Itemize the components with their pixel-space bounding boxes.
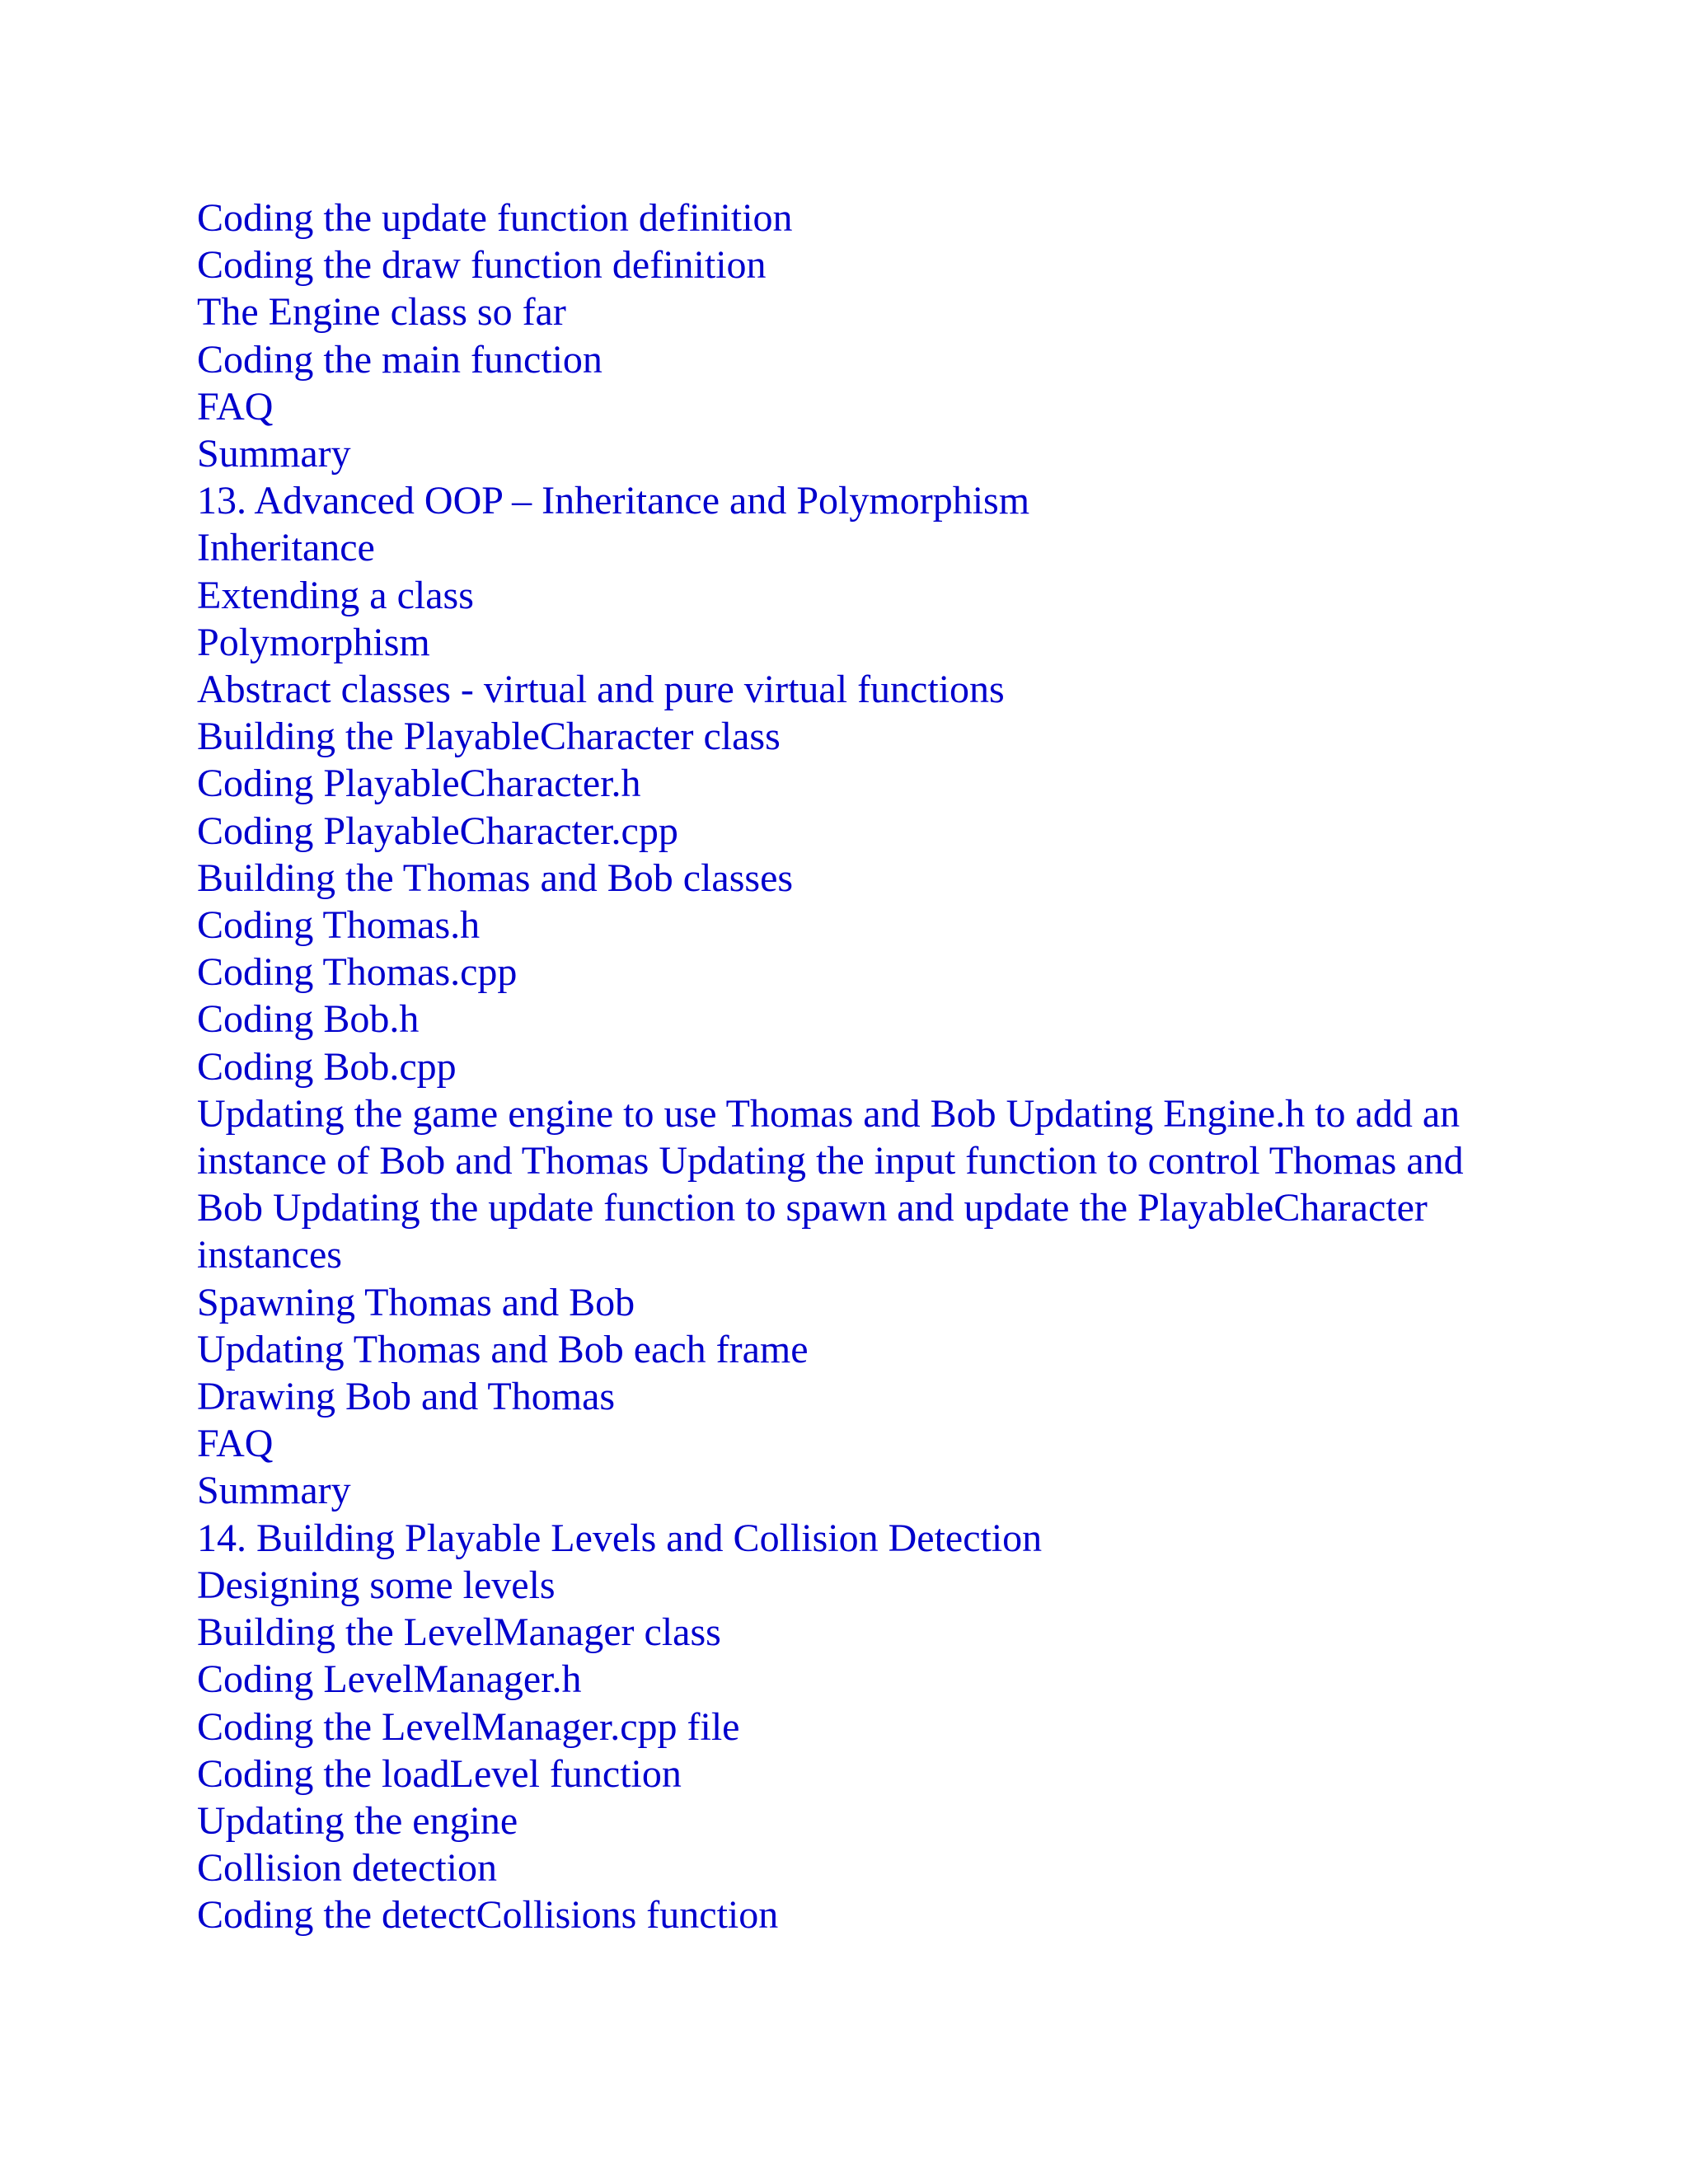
toc-entry [197,1043,1507,1090]
toc-entry [197,1609,1507,1656]
toc-link-summary[interactable]: Summary [197,432,351,476]
toc-entry [197,430,1507,477]
toc-link-bob-h[interactable]: Coding Bob.h [197,997,420,1042]
toc-entry [197,855,1507,902]
toc-link-building-playablecharacter[interactable]: Building the PlayableCharacter class [197,715,781,759]
toc-entry [197,1797,1507,1844]
toc-entry [197,902,1507,949]
toc-entry [197,1844,1507,1891]
toc-link-updating-engine[interactable]: Updating the engine [197,1798,518,1843]
toc-link-spawning-thomas-bob[interactable]: Spawning Thomas and Bob [197,1280,635,1324]
toc-entry [197,288,1507,335]
toc-entry [197,996,1507,1043]
toc-link-levelmanager-h[interactable]: Coding LevelManager.h [197,1657,582,1702]
toc-link-designing-levels[interactable]: Designing some levels [197,1563,556,1607]
toc-entry [197,1656,1507,1703]
toc-link-detectcollisions-function[interactable]: Coding the detectCollisions function [197,1893,779,1938]
toc-entry [197,1467,1507,1514]
toc-entry [197,1750,1507,1797]
toc-entry [197,241,1507,288]
toc-link-faq[interactable]: FAQ [197,384,274,429]
toc-link-update-function[interactable]: Coding the update function definition [197,196,793,240]
toc-link-abstract-classes[interactable]: Abstract classes - virtual and pure virtual functions [197,668,1005,712]
toc-link-draw-function[interactable]: Coding the draw function definition [197,243,767,288]
toc-link-drawing-bob-thomas[interactable]: Drawing Bob and Thomas [197,1375,616,1419]
toc-entry [197,336,1507,383]
toc-link-faq-2[interactable]: FAQ [197,1422,274,1466]
toc-link-main-function[interactable]: Coding the main function [197,337,603,382]
toc-entry [197,383,1507,430]
toc-link-building-levelmanager[interactable]: Building the LevelManager class [197,1610,721,1655]
toc-link-summary-2[interactable]: Summary [197,1469,351,1513]
toc-entry [197,949,1507,996]
toc-entry [197,572,1507,619]
toc-entry [197,1090,1507,1279]
toc-entry [197,477,1507,524]
toc-link-thomas-h[interactable]: Coding Thomas.h [197,903,481,948]
toc-link-extending-a-class[interactable]: Extending a class [197,573,474,617]
toc-entry [197,1515,1507,1562]
toc-link-levelmanager-cpp[interactable]: Coding the LevelManager.cpp file [197,1704,740,1749]
toc-link-inheritance[interactable]: Inheritance [197,526,375,570]
toc-entry [197,1420,1507,1467]
toc-link-playablecharacter-cpp[interactable]: Coding PlayableCharacter.cpp [197,808,678,853]
toc-entry [197,1704,1507,1750]
toc-link-collision-detection[interactable]: Collision detection [197,1846,497,1891]
toc-link-updating-game-engine[interactable]: Updating the game engine to use Thomas and Bob Updating Engine.h to add an instance of Bob and Thomas Updating the input function to control Thomas and Bob Updating the update function to spawn and update the PlayableCharacter instances [197,1091,1464,1277]
toc-link-polymorphism[interactable]: Polymorphism [197,620,430,664]
toc-entry [197,713,1507,760]
toc-entry [197,1373,1507,1420]
toc-entry [197,808,1507,855]
table-of-contents [197,194,1507,1939]
toc-entry [197,194,1507,241]
toc-link-engine-class-so-far[interactable]: The Engine class so far [197,290,566,335]
toc-link-thomas-bob-classes[interactable]: Building the Thomas and Bob classes [197,855,794,900]
toc-entry [197,1326,1507,1373]
toc-link-playablecharacter-h[interactable]: Coding PlayableCharacter.h [197,762,641,806]
toc-entry [197,1891,1507,1938]
toc-link-chapter-13[interactable]: 13. Advanced OOP – Inheritance and Polymorphism [197,479,1030,523]
toc-link-updating-each-frame[interactable]: Updating Thomas and Bob each frame [197,1327,809,1371]
toc-link-loadlevel-function[interactable]: Coding the loadLevel function [197,1751,682,1796]
toc-link-bob-cpp[interactable]: Coding Bob.cpp [197,1044,457,1089]
toc-entry [197,1562,1507,1609]
toc-entry [197,619,1507,666]
toc-link-thomas-cpp[interactable]: Coding Thomas.cpp [197,950,518,995]
toc-entry [197,760,1507,807]
toc-entry [197,666,1507,713]
toc-entry [197,1279,1507,1326]
toc-entry [197,524,1507,571]
toc-link-chapter-14[interactable]: 14. Building Playable Levels and Collision Detection [197,1516,1043,1560]
